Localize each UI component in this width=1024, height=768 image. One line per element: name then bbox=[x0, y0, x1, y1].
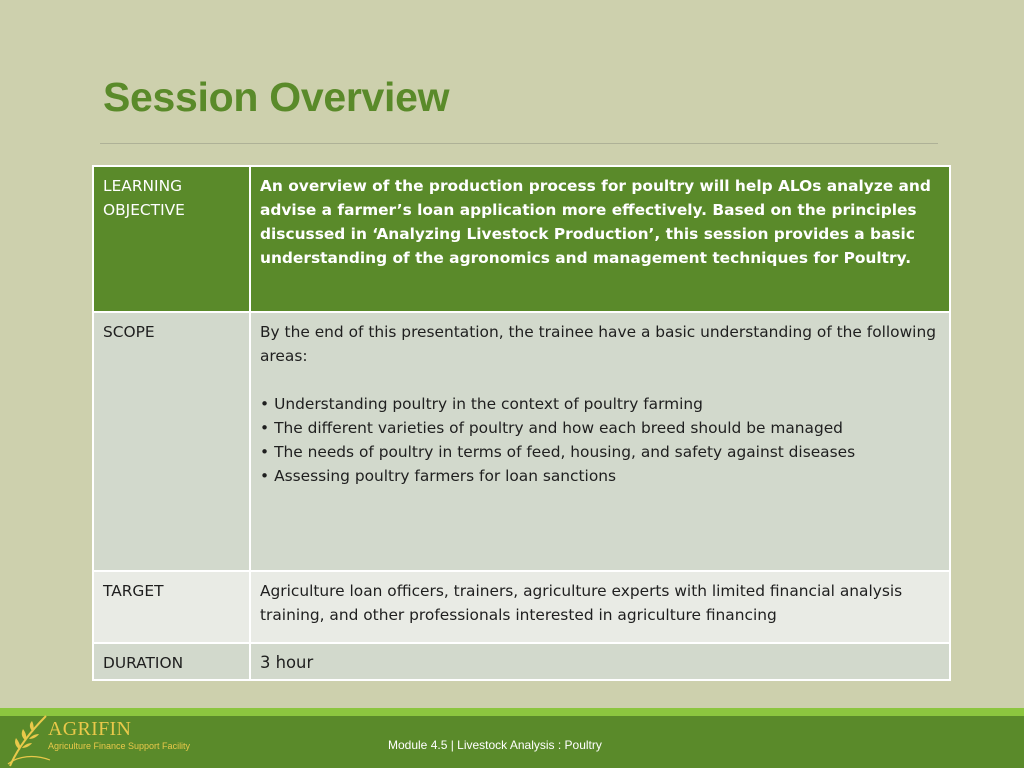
duration-text: 3 hour bbox=[250, 643, 950, 680]
scope-bullet: • The different varieties of poultry and how each breed should be managed bbox=[260, 416, 940, 440]
session-overview-table bbox=[92, 165, 951, 681]
logo-tagline: Agriculture Finance Support Facility bbox=[48, 741, 191, 751]
scope-bullet: • The needs of poultry in terms of feed, housing, and safety against diseases bbox=[260, 440, 940, 464]
learning-objective-row bbox=[93, 166, 950, 312]
target-label: TARGET bbox=[93, 571, 250, 643]
learning-objective-label bbox=[93, 166, 250, 312]
learning-objective-text: An overview of the production process for poultry will help ALOs analyze and advise a farmer’s loan application more effectively. Based on the principles discussed in ‘Analyzing Livestock Production’, this session provides a basic understanding of the agronomics and management techniques for Poultry. bbox=[250, 166, 950, 312]
scope-content bbox=[250, 312, 950, 571]
scope-intro: By the end of this presentation, the trainee have a basic understanding of the following areas: bbox=[260, 323, 936, 365]
scope-label: SCOPE bbox=[93, 312, 250, 571]
duration-label: DURATION bbox=[93, 643, 250, 680]
duration-row bbox=[93, 643, 950, 680]
logo-name: AGRIFIN bbox=[48, 718, 132, 740]
footer-module-label: Module 4.5 | Livestock Analysis : Poultry bbox=[388, 738, 602, 752]
agrifin-logo bbox=[6, 712, 216, 768]
learning-objective-label-line1: LEARNING bbox=[103, 177, 183, 195]
target-row bbox=[93, 571, 950, 643]
learning-objective-label-line2: OBJECTIVE bbox=[103, 201, 185, 219]
target-text: Agriculture loan officers, trainers, agriculture experts with limited financial analysis training, and other professionals interested in agriculture financing bbox=[250, 571, 950, 643]
scope-bullet: • Assessing poultry farmers for loan sanctions bbox=[260, 464, 940, 488]
scope-bullet-list bbox=[260, 392, 940, 488]
scope-bullet: • Understanding poultry in the context of poultry farming bbox=[260, 392, 940, 416]
slide-title: Session Overview bbox=[103, 74, 450, 120]
title-divider bbox=[100, 143, 938, 144]
wheat-logo-icon bbox=[6, 712, 52, 768]
scope-row bbox=[93, 312, 950, 571]
